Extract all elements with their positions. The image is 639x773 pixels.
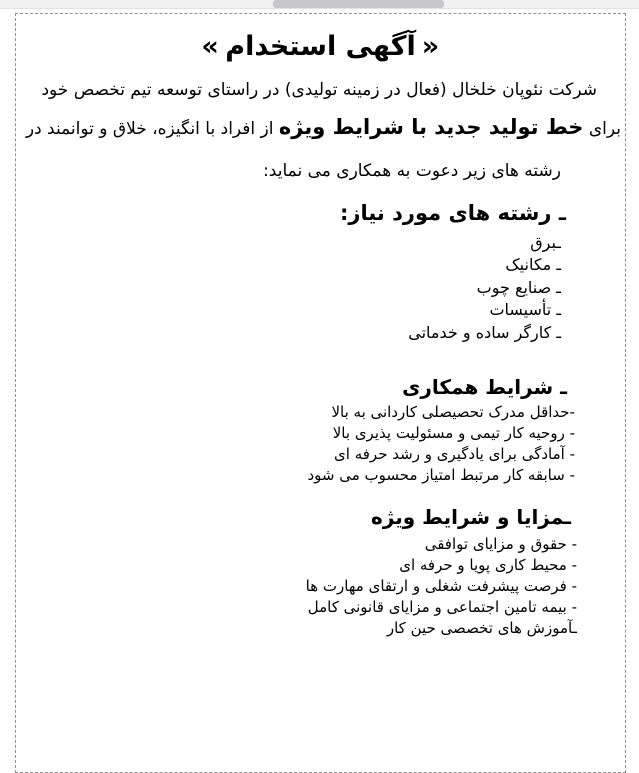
intro-line-1: شرکت نئوپان خلخال (فعال در زمینه تولیدی) در راستای توسعه تیم تخصص خود: [41, 80, 597, 100]
benefits-list: [16, 534, 625, 639]
list-item: ـ صنایع چوب: [476, 277, 561, 297]
section-heading-required-fields: ـ رشته های مورد نیاز:: [339, 201, 566, 225]
close-guillemet: »: [421, 31, 440, 62]
scrollbar-track[interactable]: [0, 0, 639, 9]
required-fields-list: [16, 232, 625, 344]
list-item: ـبرق: [530, 233, 561, 252]
scrollbar-thumb[interactable]: [273, 0, 444, 8]
open-guillemet: «: [201, 31, 220, 62]
document-frame: [15, 13, 626, 773]
list-item: ـآموزش های تخصصی حین کار: [386, 619, 577, 638]
list-item: - روحیه کار تیمی و مسئولیت پذیری بالا: [332, 424, 575, 443]
section-heading-cooperation-terms: ـ شرایط همکاری: [402, 375, 567, 400]
page-title-text: آگهی استخدام: [225, 31, 416, 62]
list-item: - بیمه تامین اجتماعی و مزایای قانونی کامل: [307, 598, 577, 617]
intro-line-2-suffix: از افراد با انگیزه، خلاق و توانمند در: [25, 119, 279, 139]
section-heading-benefits: ـمزایا و شرایط ویژه: [371, 505, 571, 530]
list-item: - سابقه کار مرتبط امتیاز محسوب می شود: [307, 466, 575, 485]
intro-line-2-highlight: خط تولید جدید با شرایط ویژه: [278, 115, 584, 139]
list-item: - فرصت پیشرفت شغلی و ارتقای مهارت ها: [305, 577, 577, 596]
list-item: - آمادگی برای یادگیری و رشد حرفه ای: [334, 445, 575, 464]
list-item: ـ تأسیسات: [489, 300, 561, 320]
list-item: ـ کارگر ساده و خدماتی: [408, 322, 561, 342]
intro-line-3: رشته های زیر دعوت به همکاری می نماید:: [263, 161, 561, 181]
list-item: ـ مکانیک: [505, 255, 561, 275]
list-item: -حداقل مدرک تحصیصلی کاردانی به بالا: [331, 403, 575, 422]
list-item: - حقوق و مزایای توافقی: [424, 535, 577, 554]
intro-line-2-prefix: برای: [583, 119, 621, 139]
list-item: - محیط کاری پویا و حرفه ای: [399, 556, 577, 575]
intro-line-2: [16, 114, 621, 143]
page-title: [16, 32, 625, 62]
cooperation-terms-list: [16, 402, 625, 486]
